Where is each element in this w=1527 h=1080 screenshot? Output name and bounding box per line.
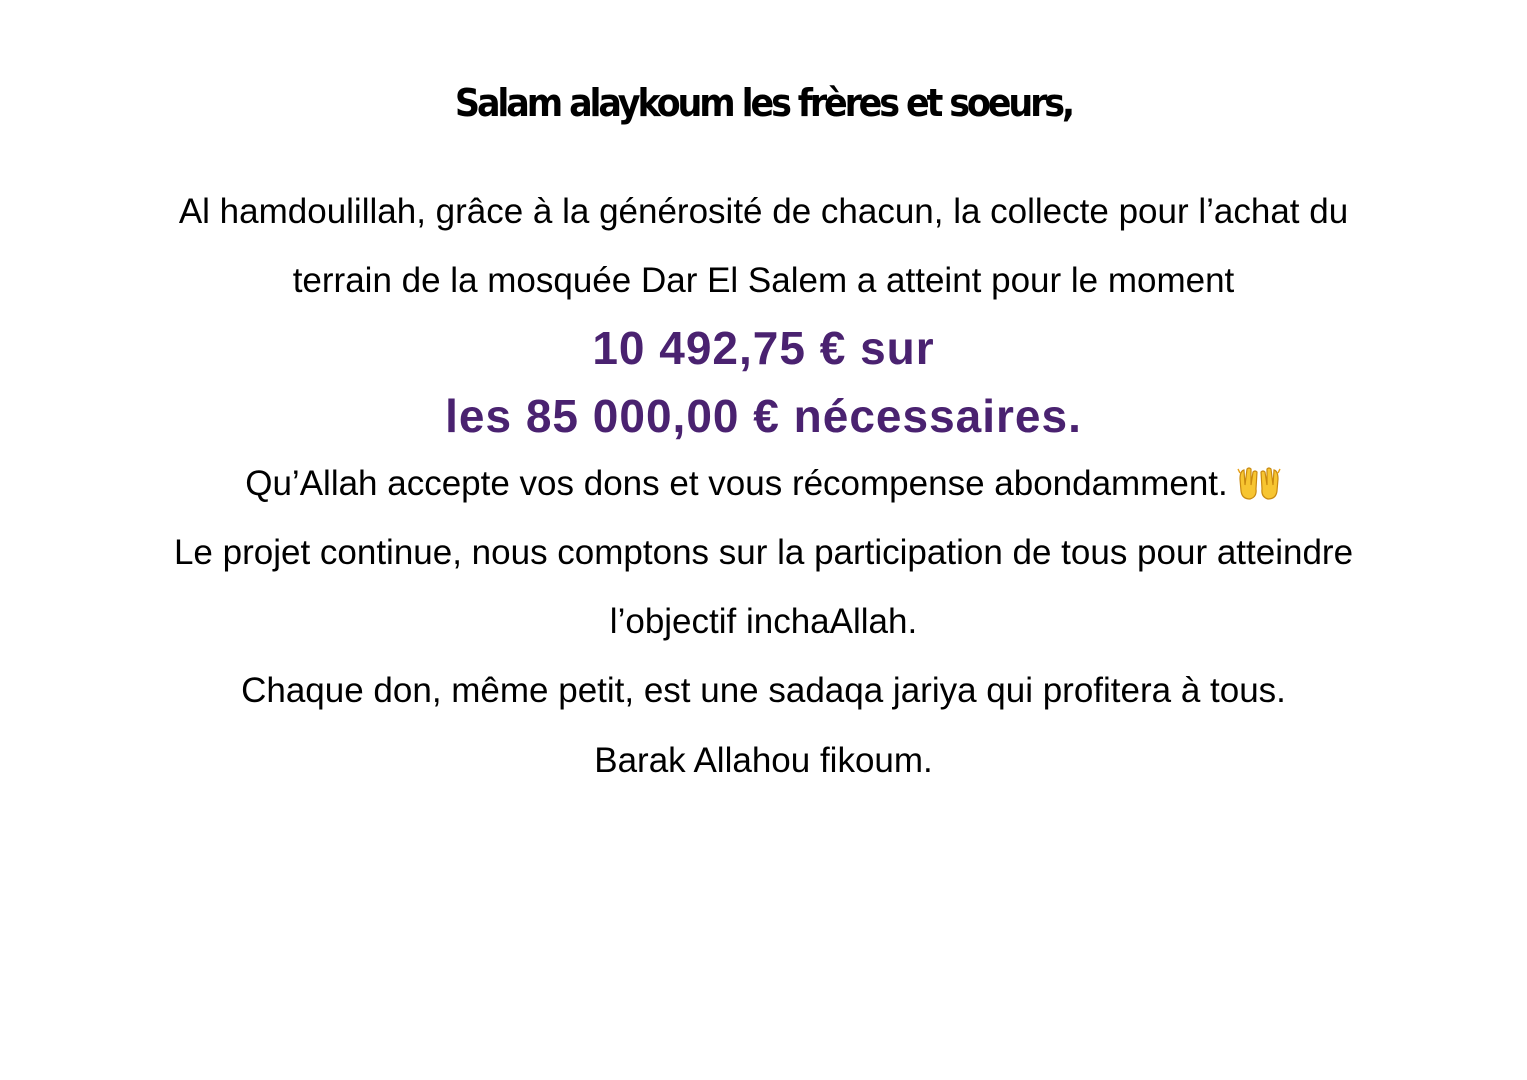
amount-raised: 10 492,75 € sur <box>592 322 935 374</box>
sadaqa-line: Chaque don, même petit, est une sadaqa jariya qui profitera à tous. <box>241 671 1286 710</box>
greeting-heading: Salam alaykoum les frères et soeurs, <box>454 81 1073 125</box>
blessing-line <box>0 460 1527 508</box>
project-line-1: Le projet continue, nous comptons sur la participation de tous pour atteindre <box>173 533 1354 572</box>
paragraph-line-1: Al hamdoulillah, grâce à la générosité de chacun, la collecte pour l’achat du <box>178 192 1349 231</box>
blessing-text: Qu’Allah accepte vos dons et vous récompense abondamment. <box>245 464 1228 503</box>
amount-goal: les 85 000,00 € nécessaires. <box>445 390 1082 442</box>
raising-hands-icon <box>1236 465 1282 501</box>
closing-line: Barak Allahou fikoum. <box>594 741 933 780</box>
project-line-2: l’objectif inchaAllah. <box>609 602 918 641</box>
paragraph-line-2: terrain de la mosquée Dar El Salem a atteint pour le moment <box>292 261 1235 300</box>
